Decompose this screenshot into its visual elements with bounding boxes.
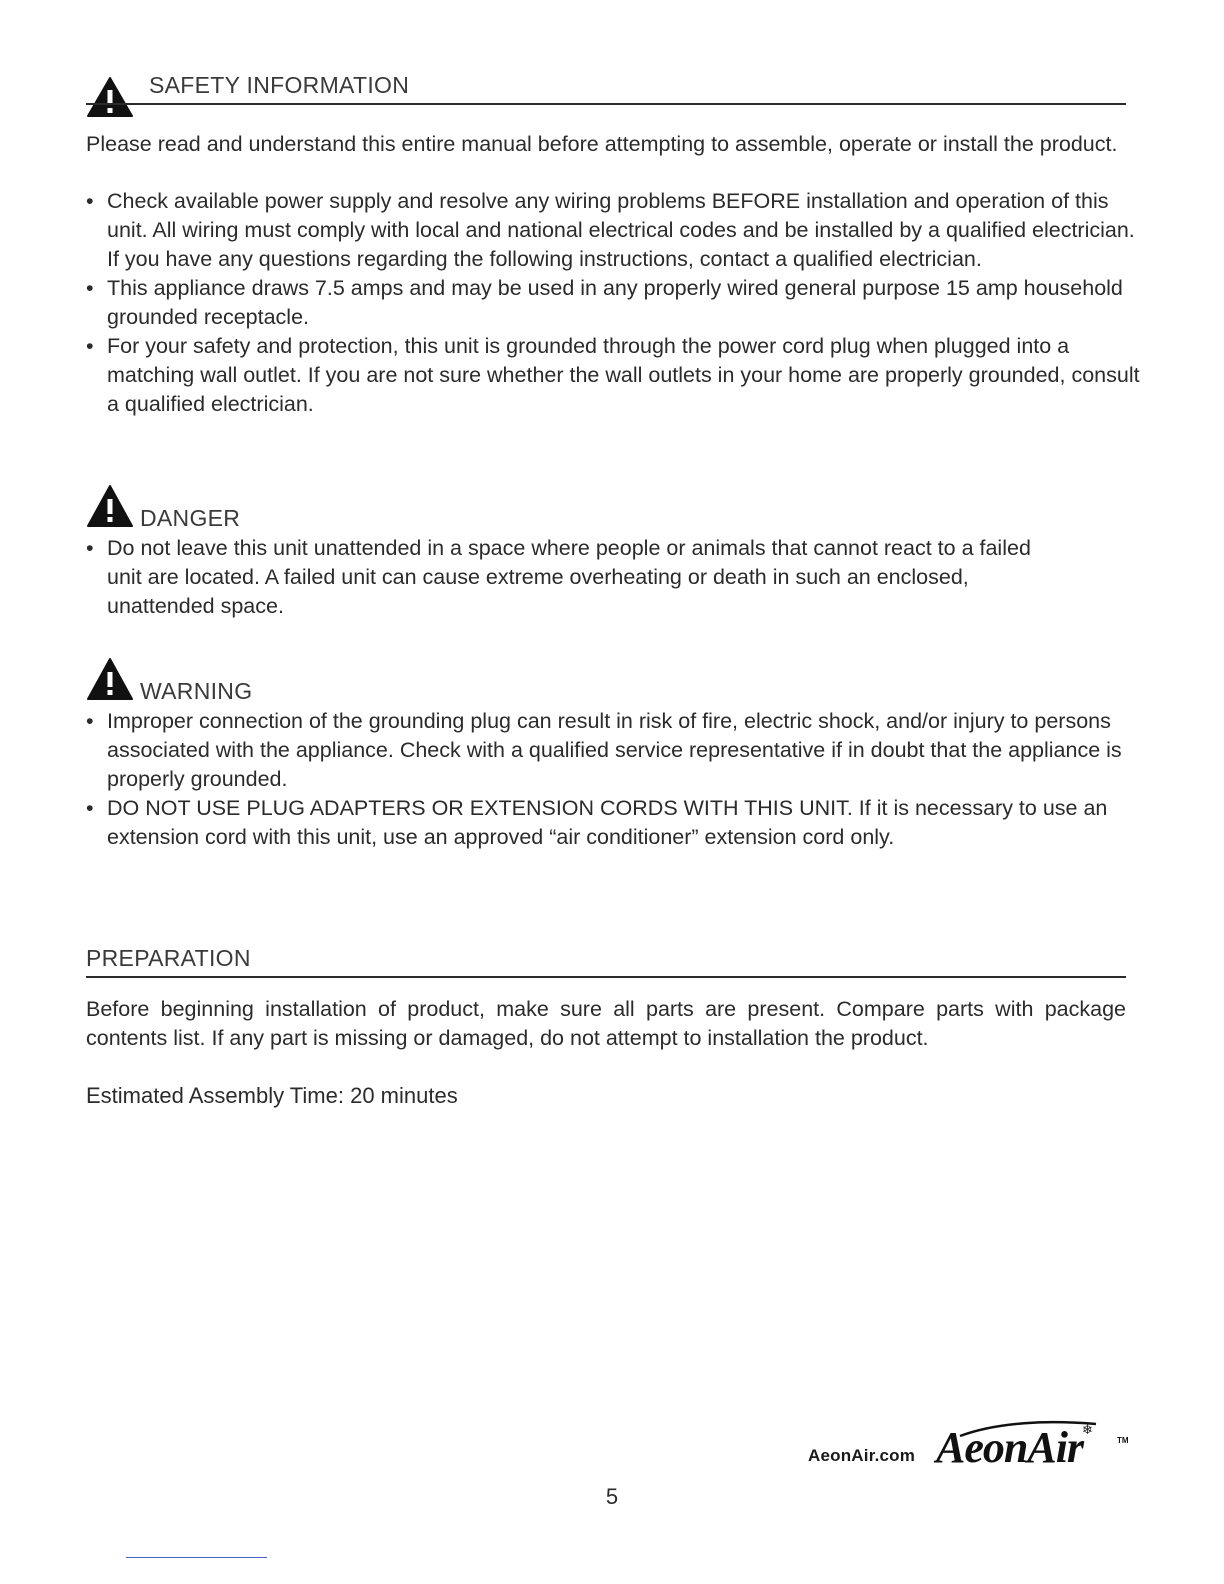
list-item: • This appliance draws 7.5 amps and may be used in any properly wired general purpose 15 amp household grounded receptacle.	[86, 274, 1146, 332]
list-item: • For your safety and protection, this unit is grounded through the power cord plug when plugged into a matching wall outlet. If you are not sure whether the wall outlets in your home are properly grounded, consult a qualified electrician.	[86, 332, 1146, 419]
danger-bullet-list	[86, 534, 1146, 621]
warning-alert-triangle-icon	[86, 657, 134, 701]
preparation-body: Before beginning installation of product, make sure all parts are present. Compare parts with package contents list. If any part is missing or damaged, do not attempt to installation the product.	[86, 997, 1126, 1050]
safety-intro: Please read and understand this entire manual before attempting to assemble, operate or install the product.	[86, 132, 1118, 156]
list-item: • Do not leave this unit unattended in a space where people or animals that cannot react to a failed unit are located. A failed unit can cause extreme overheating or death in such an enclosed, unattended space.	[86, 534, 1146, 621]
safety-information-heading	[86, 72, 1126, 105]
list-item: • Improper connection of the grounding plug can result in risk of fire, electric shock, and/or injury to persons associated with the appliance. Check with a qualified service representative if in doubt that the appliance is properly grounded.	[86, 707, 1146, 794]
list-item: • DO NOT USE PLUG ADAPTERS OR EXTENSION CORDS WITH THIS UNIT. If it is necessary to use an extension cord with this unit, use an approved “air conditioner” extension cord only.	[86, 794, 1146, 852]
warning-title: WARNING	[140, 678, 253, 704]
danger-title: DANGER	[140, 505, 241, 531]
safety-bullet-list	[86, 187, 1146, 419]
warning-bullet-list	[86, 707, 1146, 852]
preparation-heading-text: PREPARATION	[86, 945, 251, 971]
estimated-assembly-time: Estimated Assembly Time: 20 minutes	[86, 1083, 458, 1108]
snowflake-icon: ❄	[1082, 1422, 1093, 1437]
safety-heading-text: SAFETY INFORMATION	[149, 72, 410, 98]
preparation-heading	[86, 945, 1126, 978]
danger-warning-triangle-icon	[86, 484, 134, 528]
list-item: • Check available power supply and resolve any wiring problems BEFORE installation and operation of this unit. All wiring must comply with local and national electrical codes and be installed by a qualified electrician. If you have any questions regarding the following instructions, contact a qualified electrician.	[86, 187, 1146, 274]
trademark-symbol: TM	[1117, 1436, 1129, 1445]
footer-website-url: AeonAir.com	[808, 1446, 916, 1465]
divider	[126, 1557, 267, 1558]
aeonair-logo	[936, 1418, 1136, 1474]
logo-wordmark: AeonAir	[936, 1423, 1084, 1472]
page-number: 5	[605, 1484, 619, 1509]
